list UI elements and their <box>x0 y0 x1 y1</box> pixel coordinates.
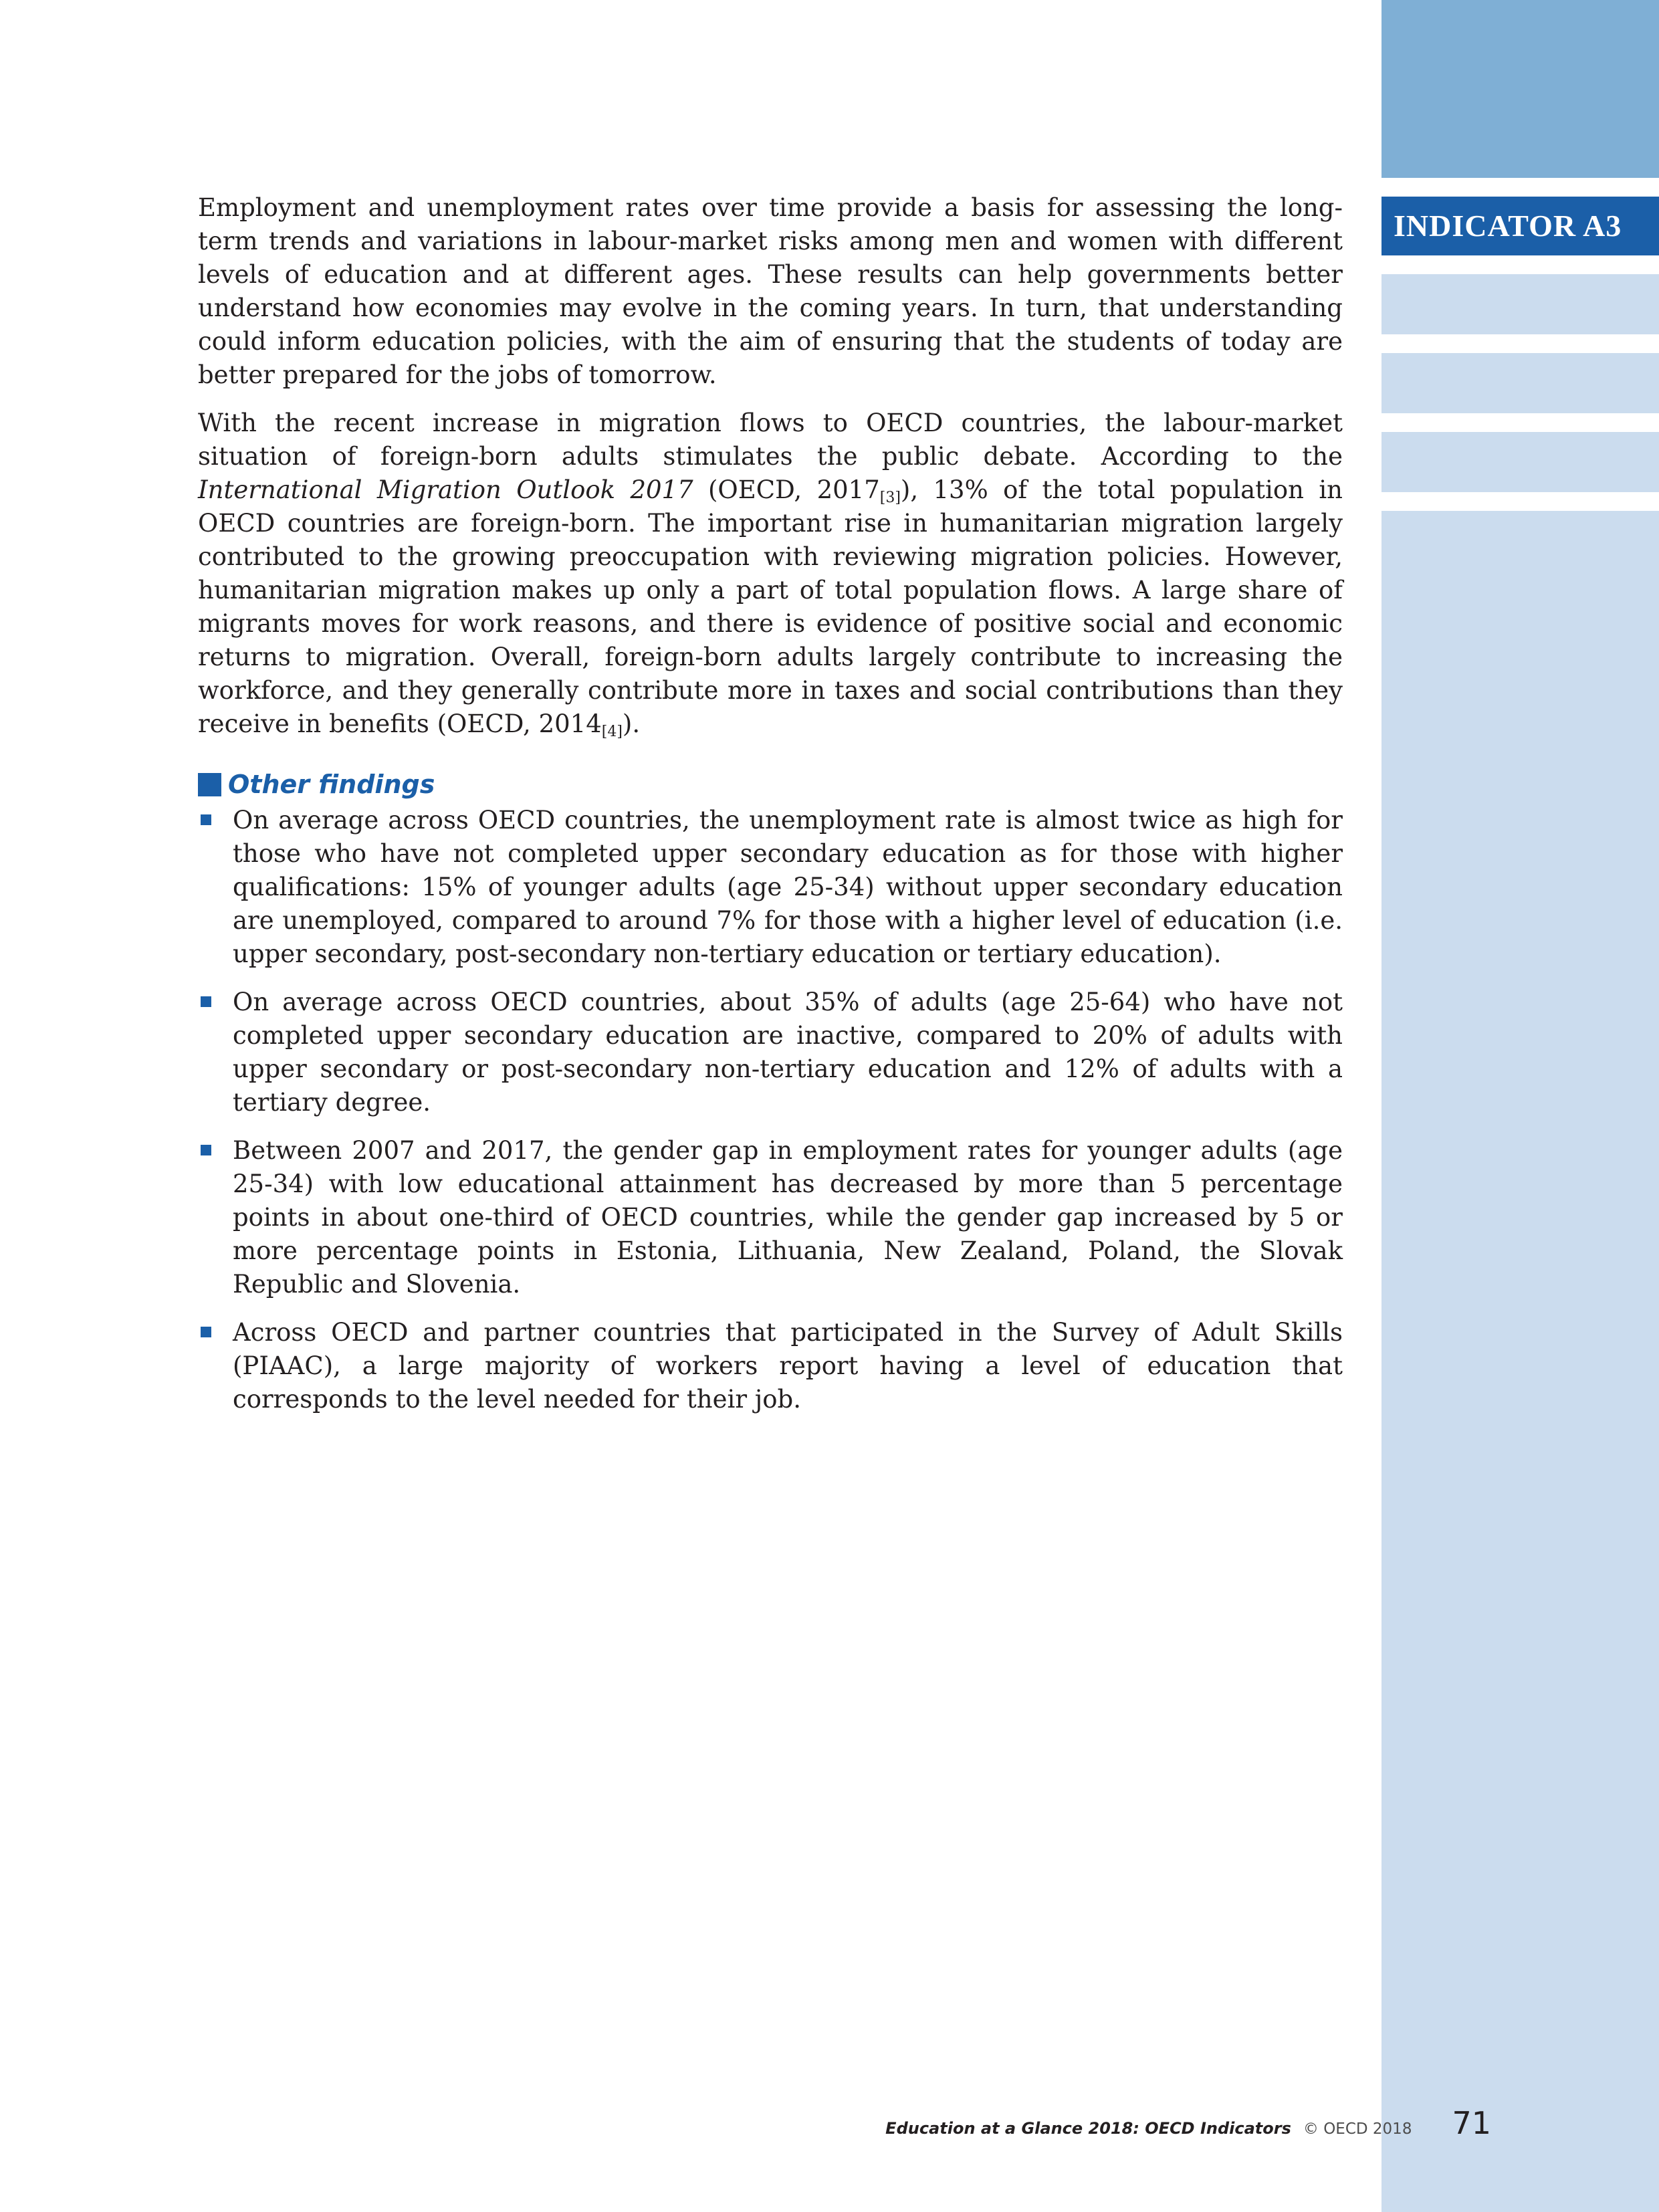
list-item <box>198 804 1343 971</box>
sidebar-divider <box>1381 413 1659 432</box>
square-bullet-icon <box>198 773 221 796</box>
sidebar-band <box>1381 353 1659 413</box>
list-item <box>198 1134 1343 1301</box>
page-footer <box>869 2105 1491 2145</box>
finding-text: Between 2007 and 2017, the gender gap in employment rates for younger adults (age 25-34) with low educational attainment has decreased by more than 5 percentage points in about one-third of OECD countries, while the gender gap increased by 5 or more percentage points in Estonia, Lithuania, New Zealand, Poland, the Slovak Republic and Slovenia. <box>233 1136 1343 1299</box>
migration-text-part1: With the recent increase in migration flows to OECD countries, the labour-market situation of foreign-born adults stimulates the public debate. According to the <box>198 409 1343 471</box>
publication-name: Education at a Glance 2018: OECD Indicators <box>885 2119 1291 2138</box>
list-item <box>198 1316 1343 1416</box>
heading-text: Other findings <box>228 770 435 799</box>
migration-text-part4: ). <box>622 709 641 738</box>
migration-text-part2: (OECD, 2017 <box>693 475 880 504</box>
finding-text: Across OECD and partner countries that participated in the Survey of Adult Skills (PIAAC), a large majority of workers report having a level of education that corresponds to the level needed for their job. <box>233 1318 1343 1414</box>
sidebar-band <box>1381 274 1659 334</box>
finding-text: On average across OECD countries, the unemployment rate is almost twice as high for those who have not completed upper secondary education as for those with higher qualifications: 15% of younger adults (age 25-34) without upper secondary education are unemployed, compared to around 7% for those with a higher level of education (i.e. upper secondary, post-secondary non-tertiary education or tertiary education). <box>233 806 1343 968</box>
reference-link[interactable]: [4] <box>601 724 623 740</box>
other-findings-heading <box>198 768 1343 801</box>
sidebar-divider <box>1381 492 1659 511</box>
sidebar-top-block <box>1381 0 1659 178</box>
migration-text-part3: ), 13% of the total population in OECD countries are foreign-born. The important rise in humanitarian migration largely contributed to the growing preoccupation with reviewing migration policies. However, humanitarian migration makes up only a part of total population flows. A large share of migrants moves for work reasons, and there is evidence of positive social and economic returns to migration. Overall, foreign-born adults largely contribute to increasing the workforce, and they generally contribute more in taxes and social contributions than they receive in benefits (OECD, 2014 <box>198 475 1343 738</box>
publication-title: International Migration Outlook 2017 <box>198 475 693 504</box>
square-bullet-icon <box>201 814 211 825</box>
main-content <box>198 191 1343 1431</box>
migration-paragraph <box>198 407 1343 741</box>
sidebar-divider <box>1381 255 1659 274</box>
square-bullet-icon <box>201 996 211 1007</box>
square-bullet-icon <box>201 1145 211 1155</box>
page-number: 71 <box>1452 2105 1491 2141</box>
square-bullet-icon <box>201 1327 211 1337</box>
indicator-label: INDICATOR A3 <box>1381 197 1659 255</box>
list-item <box>198 986 1343 1119</box>
sidebar-divider <box>1381 334 1659 353</box>
sidebar-divider <box>1381 178 1659 197</box>
finding-text: On average across OECD countries, about 35% of adults (age 25-64) who have not completed upper secondary education are inactive, compared to 20% of adults with upper secondary or post-secondary non-tertiary education and 12% of adults with a tertiary degree. <box>233 988 1343 1117</box>
intro-paragraph: Employment and unemployment rates over time provide a basis for assessing the long-term trends and variations in labour-market risks among men and women with different levels of education and at different ages. These results can help governments better understand how economies may evolve in the coming years. In turn, that understanding could inform education policies, with the aim of ensuring that the students of today are better prepared for the jobs of tomorrow. <box>198 193 1343 389</box>
sidebar-band <box>1381 432 1659 492</box>
reference-link[interactable]: [3] <box>879 489 901 506</box>
findings-list <box>198 804 1343 1416</box>
copyright: © OECD 2018 <box>1303 2120 1412 2138</box>
